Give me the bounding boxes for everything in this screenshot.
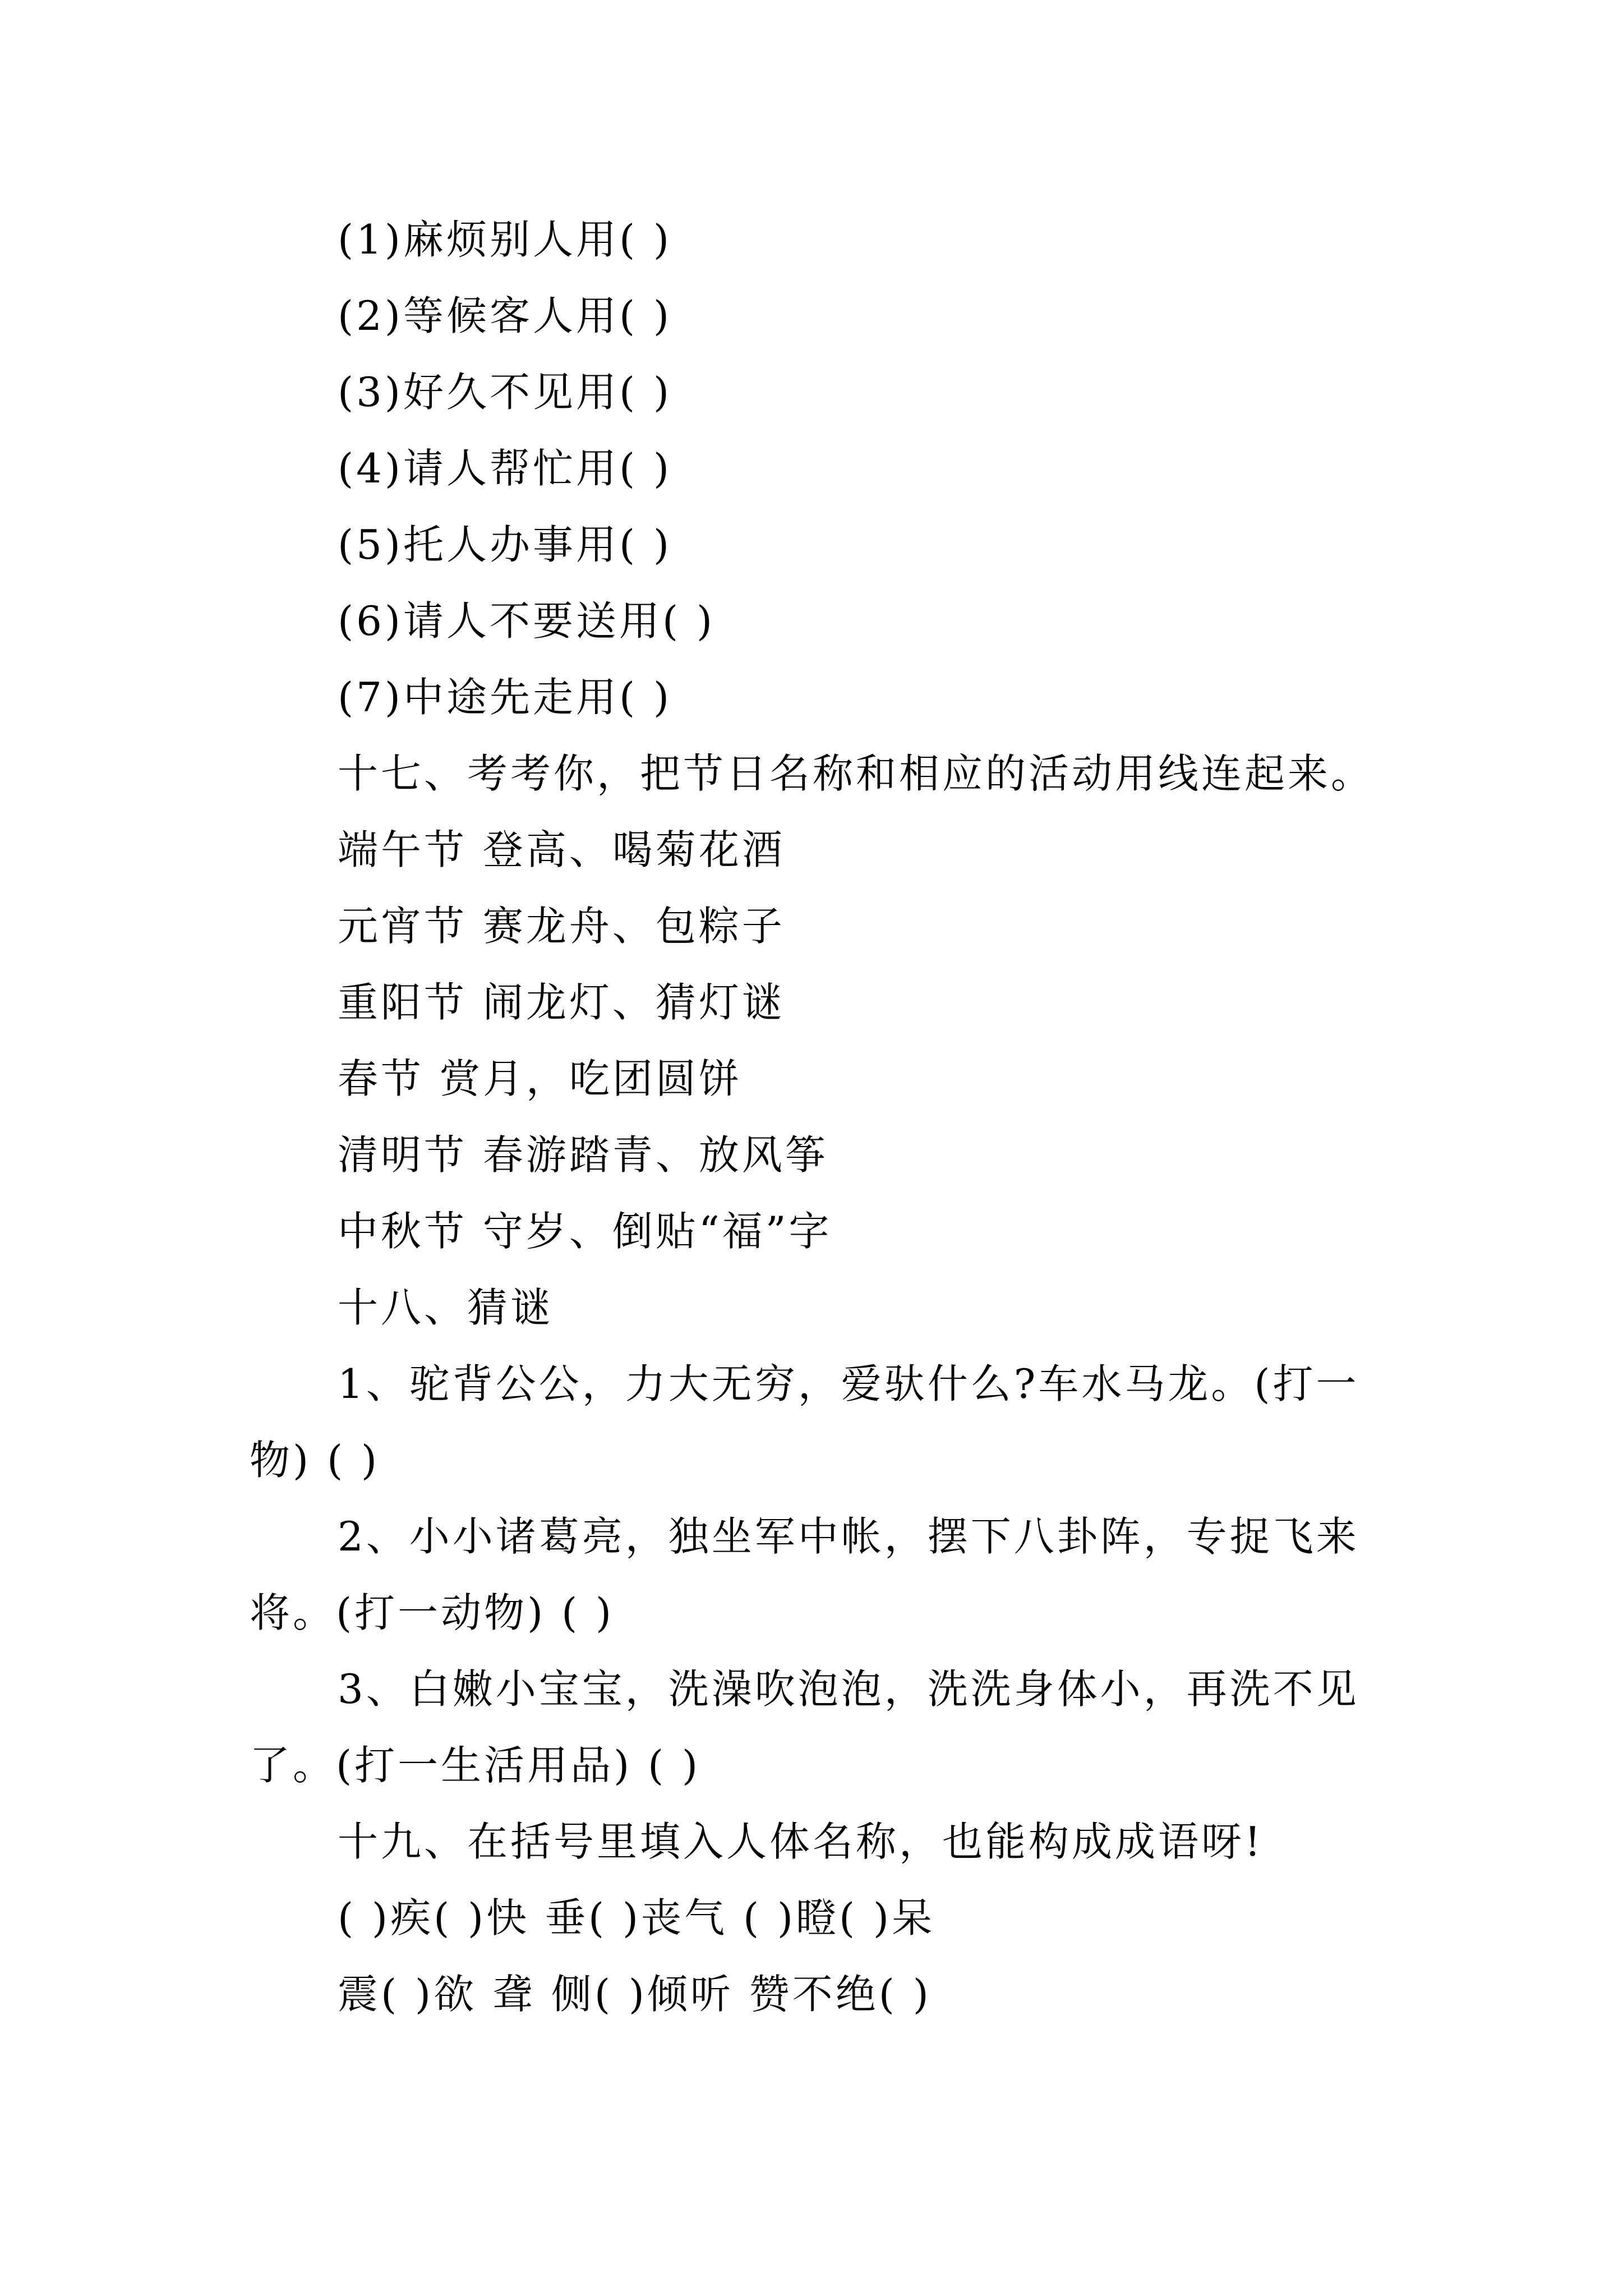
text-line: 十九、在括号里填入人体名称，也能构成成语呀! (338, 1818, 1264, 1865)
text-line: (5)托人办事用( ) (338, 521, 672, 568)
text-line: 元宵节 赛龙舟、包粽子 (338, 903, 785, 950)
text-line: 十八、猜谜 (338, 1284, 554, 1331)
text-line: (1)麻烦别人用( ) (338, 216, 672, 263)
text-line: 了。(打一生活用品) ( ) (250, 1742, 701, 1789)
text-line: 1、驼背公公，力大无穷，爱驮什么?车水马龙。(打一 (338, 1360, 1359, 1407)
text-line: ( )疾( )快 垂( )丧气 ( )瞪( )呆 (338, 1894, 935, 1941)
text-line: 十七、考考你，把节日名称和相应的活动用线连起来。 (338, 750, 1375, 797)
text-line: 将。(打一动物) ( ) (250, 1589, 615, 1636)
text-line: 中秋节 守岁、倒贴“福”字 (338, 1208, 832, 1255)
text-line: 清明节 春游踏青、放风筝 (338, 1131, 828, 1179)
text-line: 物) ( ) (250, 1437, 380, 1484)
text-line: 春节 赏月，吃团圆饼 (338, 1055, 742, 1102)
text-line: 震( )欲 聋 侧( )倾听 赞不绝( ) (338, 1971, 932, 2018)
text-line: 2、小小诸葛亮，独坐军中帐，摆下八卦阵，专捉飞来 (338, 1513, 1359, 1560)
text-line: 3、白嫩小宝宝，洗澡吹泡泡，洗洗身体小，再洗不见 (338, 1665, 1359, 1713)
text-line: 端午节 登高、喝菊花酒 (338, 826, 785, 873)
text-line: (4)请人帮忙用( ) (338, 445, 672, 492)
text-line: (3)好久不见用( ) (338, 369, 672, 416)
text-line: (6)请人不要送用( ) (338, 597, 716, 645)
text-line: (2)等候客人用( ) (338, 292, 672, 339)
text-line: 重阳节 闹龙灯、猜灯谜 (338, 979, 785, 1026)
text-line: (7)中途先走用( ) (338, 674, 672, 721)
